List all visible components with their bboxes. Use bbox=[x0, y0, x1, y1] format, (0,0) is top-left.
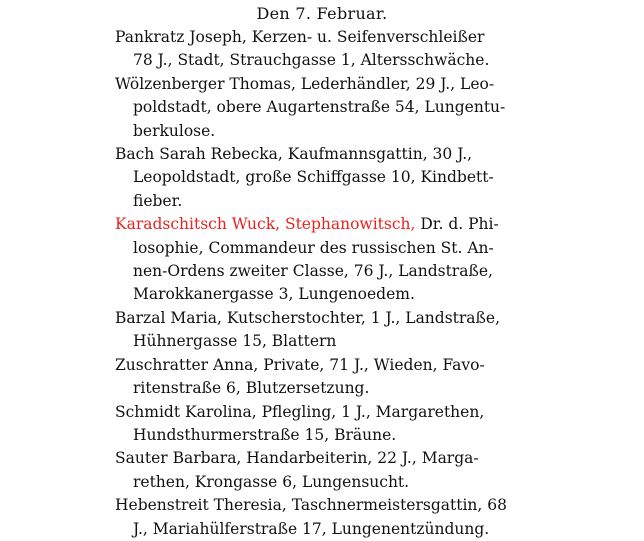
entry-line: Leopoldstadt, große Schiffgasse 10, Kindbett- bbox=[133, 168, 494, 187]
entry-line: Hühnergasse 15, Blattern bbox=[133, 332, 337, 351]
entry-line: Wölzenberger Thomas, Lederhändler, 29 J., Leo- bbox=[115, 74, 495, 93]
entry-line: nen-Ordens zweiter Classe, 76 J., Landstraße, bbox=[133, 262, 493, 281]
date-heading: Den 7. Februar. bbox=[256, 4, 388, 23]
entry-line: berkulose. bbox=[133, 121, 216, 140]
death-notice-entry bbox=[115, 447, 535, 494]
entry-line: poldstadt, obere Augartenstraße 54, Lungentu- bbox=[133, 98, 506, 117]
death-notice-entry bbox=[115, 354, 535, 401]
entry-line: fieber. bbox=[133, 191, 183, 210]
entry-line: Pankratz Joseph, Kerzen- u. Seifenverschleißer bbox=[115, 28, 485, 46]
entry-line: losophie, Commandeur des russischen St. An- bbox=[133, 238, 494, 257]
entry-line: Bach Sarah Rebecka, Kaufmannsgattin, 30 J., bbox=[115, 145, 473, 164]
entry-line: Marokkanergasse 3, Lungenoedem. bbox=[133, 285, 415, 304]
highlighted-name: Karadschitsch Wuck, Stephanowitsch, bbox=[115, 215, 416, 234]
entry-line: ritenstraße 6, Blutzersetzung. bbox=[133, 379, 370, 398]
entry-line: Zuschratter Anna, Private, 71 J., Wieden, Favo- bbox=[115, 355, 485, 374]
death-notice-entry bbox=[115, 307, 535, 354]
entry-line: J., Mariahülferstraße 17, Lungenentzündung. bbox=[133, 519, 490, 538]
entry-line: Schmidt Karolina, Pflegling, 1 J., Margarethen, bbox=[115, 402, 485, 421]
entry-line: Hebenstreit Theresia, Taschnermeistersgattin, 68 bbox=[115, 496, 507, 515]
entry-line: Sauter Barbara, Handarbeiterin, 22 J., Marga- bbox=[115, 449, 479, 468]
death-notice-entry bbox=[115, 143, 535, 213]
death-notice-entry-highlighted bbox=[115, 213, 535, 307]
death-notice-entry bbox=[115, 494, 535, 541]
entry-line: 78 J., Stadt, Strauchgasse 1, Altersschwäche. bbox=[133, 51, 490, 70]
entry-line: Dr. d. Phi- bbox=[415, 215, 499, 234]
death-notice-list bbox=[115, 26, 535, 541]
death-notice-entry bbox=[115, 26, 535, 73]
entry-line: rethen, Krongasse 6, Lungensucht. bbox=[133, 472, 410, 491]
death-notice-entry bbox=[115, 73, 535, 143]
entry-line: Hundsthurmerstraße 15, Bräune. bbox=[133, 425, 397, 444]
entry-line: Barzal Maria, Kutscherstochter, 1 J., Landstraße, bbox=[115, 308, 501, 327]
death-notice-entry bbox=[115, 401, 535, 448]
